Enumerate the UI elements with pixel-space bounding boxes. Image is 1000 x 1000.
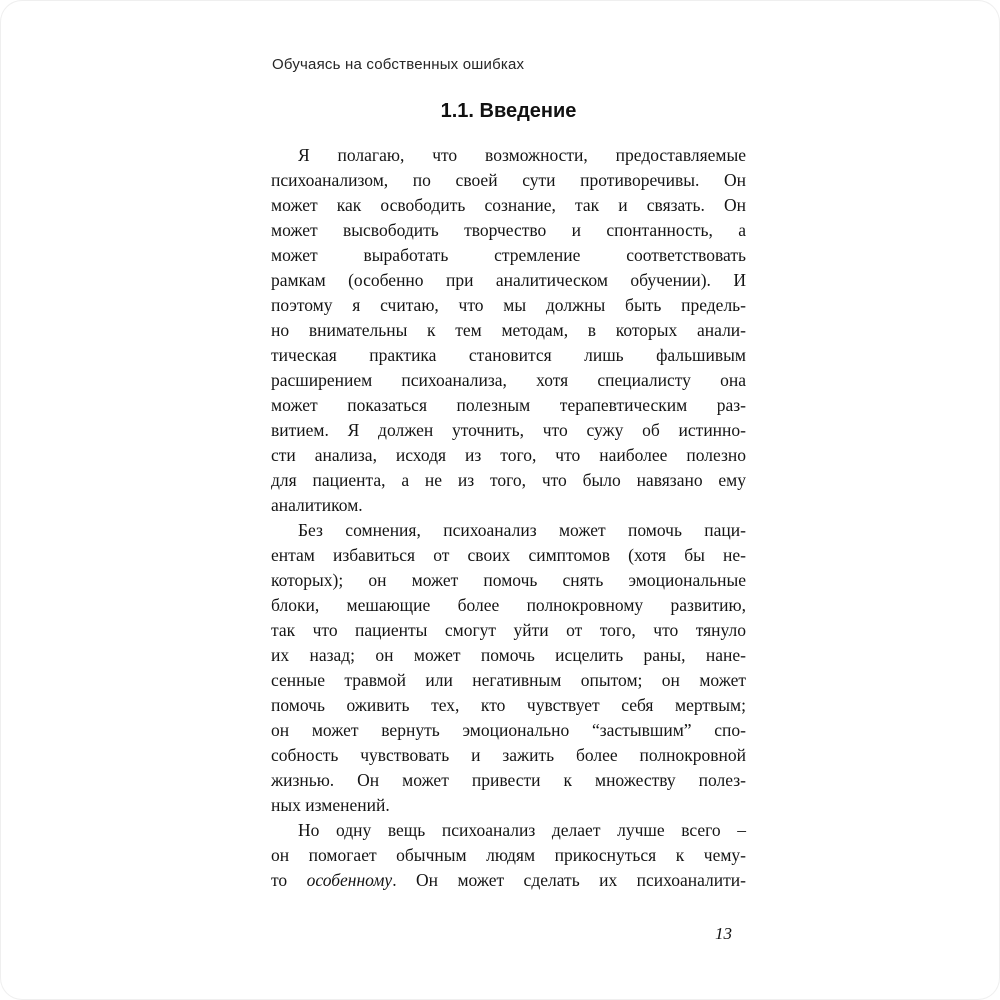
- text-line: сенные травмой или негативным опытом; он может: [271, 670, 746, 690]
- text-line: ентам избавиться от своих симптомов (хотя бы не-: [271, 545, 746, 565]
- text-line: которых); он может помочь снять эмоциональные: [271, 570, 746, 590]
- text-line: ных изменений.: [271, 795, 390, 815]
- text-line: аналитиком.: [271, 495, 363, 515]
- text-column: [271, 0, 746, 1000]
- text-line: может выработать стремление соответствовать: [271, 245, 746, 265]
- text-line: Без сомнения, психоанализ может помочь паци-: [298, 520, 746, 540]
- section-title: 1.1. Введение: [440, 100, 577, 122]
- running-header: Обучаясь на собственных ошибках: [272, 56, 525, 73]
- text-line: сти анализа, исходя из того, что наиболее полезно: [271, 445, 746, 465]
- text-line: расширением психоанализа, хотя специалисту она: [271, 370, 746, 390]
- text-line: он может вернуть эмоционально “застывшим” спо-: [271, 720, 746, 740]
- text-line: блоки, мешающие более полнокровному развитию,: [271, 595, 746, 615]
- page-number: 13: [715, 924, 732, 943]
- text-line: Но одну вещь психоанализ делает лучше всего –: [298, 820, 746, 840]
- body-text: [271, 143, 746, 893]
- paragraph-3: [271, 818, 746, 893]
- italic-word: особенному: [306, 870, 393, 890]
- text-segment: то: [271, 870, 307, 890]
- text-segment: . Он может сделать их психоаналити-: [392, 870, 746, 890]
- text-line: может как освободить сознание, так и связать. Он: [271, 195, 746, 215]
- text-line: Я полагаю, что возможности, предоставляемые: [298, 145, 746, 165]
- text-line: помочь оживить тех, кто чувствует себя мертвым;: [271, 695, 746, 715]
- text-line: он помогает обычным людям прикоснуться к чему-: [271, 845, 746, 865]
- paragraph-2: [271, 518, 746, 818]
- text-line: их назад; он может помочь исцелить раны, нане-: [271, 645, 746, 665]
- text-line: собность чувствовать и зажить более полнокровной: [271, 745, 746, 765]
- paragraph-1: [271, 143, 746, 518]
- text-line: психоанализом, по своей сути противоречивы. Он: [271, 170, 746, 190]
- text-line: но внимательны к тем методам, в которых анали-: [271, 320, 746, 340]
- text-line: витием. Я должен уточнить, что сужу об истинно-: [271, 420, 746, 440]
- text-line: для пациента, а не из того, что было навязано ему: [271, 470, 746, 490]
- text-line: может высвободить творчество и спонтанность, а: [271, 220, 746, 240]
- text-line: поэтому я считаю, что мы должны быть предель-: [271, 295, 746, 315]
- text-line: так что пациенты смогут уйти от того, что тянуло: [271, 620, 746, 640]
- text-line: рамкам (особенно при аналитическом обучении). И: [271, 270, 746, 290]
- text-line: [271, 868, 746, 893]
- text-line: жизнью. Он может привести к множеству полез-: [271, 770, 746, 790]
- text-line: тическая практика становится лишь фальшивым: [271, 345, 746, 365]
- text-line: может показаться полезным терапевтическим раз-: [271, 395, 746, 415]
